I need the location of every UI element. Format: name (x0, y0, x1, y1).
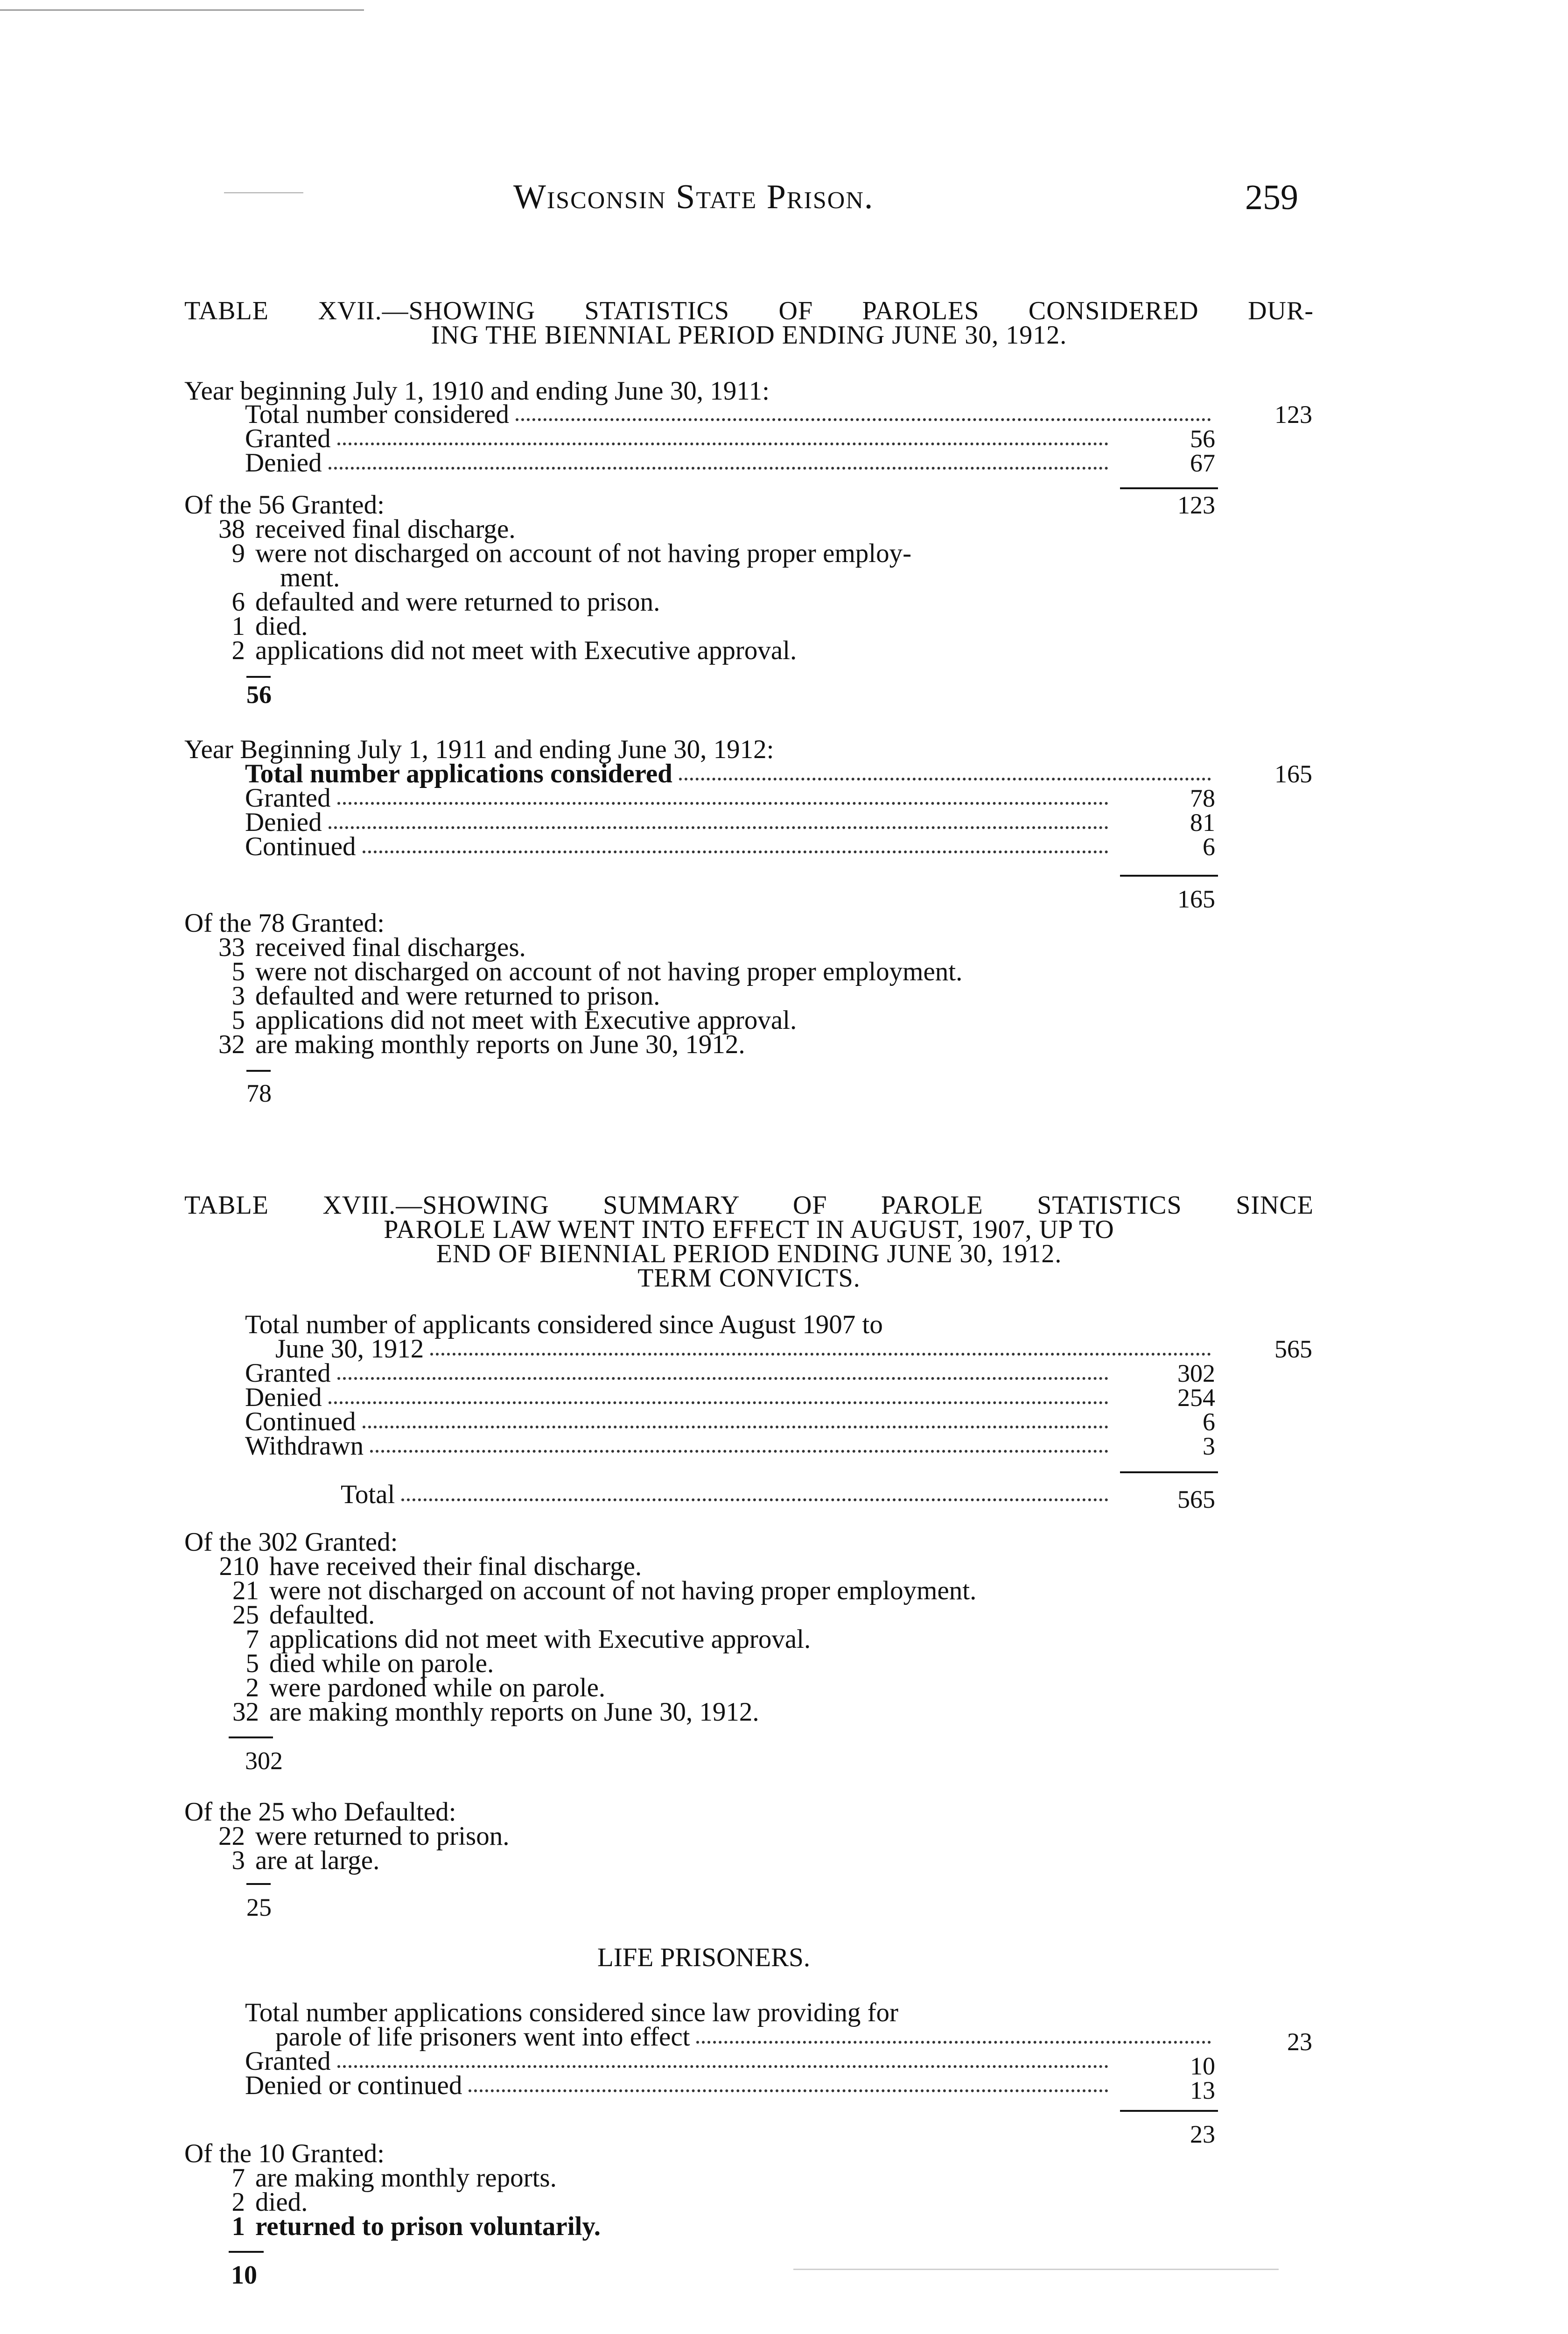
list-item: 25 defaulted. (232, 1600, 375, 1630)
sum-rule (246, 1883, 271, 1885)
scan-artifact-line (793, 2269, 1279, 2270)
dot-leader (363, 851, 1109, 853)
row-label: Denied (245, 808, 322, 837)
list-item: 38 received final discharge. (218, 514, 516, 544)
dot-leader (337, 802, 1108, 805)
sum-rule (1120, 2110, 1218, 2112)
year-2-total-row (245, 759, 1220, 788)
year-1-subtotal: 123 (1177, 491, 1215, 519)
row-label: Continued (245, 1407, 356, 1436)
row-label: Total number applications considered (245, 759, 672, 788)
list-item: 2 applications did not meet with Executive approval. (231, 636, 797, 665)
life-granted-row (245, 2046, 1118, 2076)
dot-leader (370, 1450, 1108, 1453)
list-item: 3 defaulted and were returned to prison. (231, 981, 660, 1011)
life-total-row (275, 2022, 1220, 2052)
table-18-title (184, 1191, 1314, 1293)
year-2-granted-heading: Of the 78 Granted: (184, 908, 385, 938)
year-2-heading: Year Beginning July 1, 1911 and ending June 30, 1912: (184, 735, 774, 764)
dot-leader (337, 443, 1108, 445)
list-item: 7 are making monthly reports. (231, 2163, 557, 2193)
list-item: 9 were not discharged on account of not having proper employ- (231, 539, 912, 568)
row-label: Total (341, 1480, 395, 1509)
term-continued-value: 6 (1203, 1408, 1215, 1436)
dot-leader (469, 2089, 1108, 2092)
life-items-total: 10 (231, 2261, 257, 2290)
list-item: 5 applications did not meet with Executive approval. (231, 1005, 797, 1035)
row-label: Denied or continued (245, 2071, 462, 2100)
dot-leader (401, 1498, 1108, 1501)
page-number: 259 (1245, 178, 1298, 217)
list-item: 210 have received their final discharge. (219, 1552, 642, 1581)
year-1-granted-heading: Of the 56 Granted: (184, 490, 385, 520)
year-2-subtotal: 165 (1177, 885, 1215, 913)
table-18-title-line-1: TABLE XVIII.—SHOWING SUMMARY OF PAROLE STATISTICS SINCE (184, 1191, 1314, 1220)
list-item: 5 were not discharged on account of not having proper employment. (231, 957, 963, 986)
life-prisoners-heading: LIFE PRISONERS. (597, 1943, 811, 1972)
life-denied-value: 13 (1190, 2076, 1215, 2104)
list-item: 3 are at large. (231, 1846, 380, 1875)
year-1-total-value: 123 (1274, 401, 1312, 429)
term-total-value: 565 (1274, 1335, 1312, 1363)
year-1-items-total: 56 (246, 681, 272, 709)
list-item: 22 were returned to prison. (218, 1821, 510, 1851)
table-17-title-line-1: TABLE XVII.—SHOWING STATISTICS OF PAROLES CONSIDERED DUR- (184, 296, 1314, 325)
row-label: Total number considered (245, 400, 509, 429)
term-granted-heading: Of the 302 Granted: (184, 1527, 398, 1557)
life-subtotal: 23 (1190, 2120, 1215, 2148)
term-withdrawn-value: 3 (1203, 1432, 1215, 1460)
list-item: 33 received final discharges. (218, 933, 526, 962)
term-total-line-1: Total number of applicants considered since August 1907 to (245, 1310, 883, 1339)
life-granted-heading: Of the 10 Granted: (184, 2139, 385, 2168)
life-denied-row (245, 2071, 1118, 2100)
life-total-line-1: Total number applications considered since law providing for (245, 1998, 899, 2027)
dot-leader (337, 1377, 1108, 1380)
scan-artifact-line (0, 9, 364, 11)
table-17-title-line-2: ING THE BIENNIAL PERIOD ENDING JUNE 30, 1912. (431, 321, 1067, 350)
list-item: 5 died while on parole. (245, 1649, 494, 1678)
term-total-row (275, 1334, 1220, 1364)
term-continued-row (245, 1407, 1118, 1436)
list-item: 1 returned to prison voluntarily. (231, 2212, 601, 2241)
list-item: 32 are making monthly reports on June 30, 1912. (218, 1030, 745, 1059)
list-item: 2 were pardoned while on parole. (245, 1673, 606, 1702)
dot-leader (696, 2041, 1211, 2044)
list-item: 6 defaulted and were returned to prison. (231, 587, 660, 617)
row-label: Withdrawn (245, 1431, 364, 1461)
year-2-total-value: 165 (1274, 760, 1312, 788)
row-label: Granted (245, 783, 331, 813)
sum-rule (1120, 487, 1218, 489)
table-18-title-line-2: PAROLE LAW WENT INTO EFFECT IN AUGUST, 1907, UP TO (384, 1215, 1114, 1244)
life-total-value: 23 (1287, 2028, 1312, 2056)
dot-leader (430, 1353, 1211, 1356)
sum-rule (246, 1070, 271, 1072)
life-granted-value: 10 (1190, 2052, 1215, 2080)
sum-rule (229, 1736, 273, 1738)
row-label: Granted (245, 424, 331, 453)
sum-rule (246, 676, 271, 678)
table-17-title (184, 296, 1314, 350)
year-1-denied-row (245, 448, 1118, 478)
year-2-granted-value: 78 (1190, 784, 1215, 812)
row-label: June 30, 1912 (275, 1334, 424, 1364)
list-item: 32 are making monthly reports on June 30, 1912. (232, 1697, 759, 1727)
sum-rule (229, 2251, 264, 2253)
year-1-granted-row (245, 424, 1118, 453)
dot-leader (329, 1401, 1108, 1404)
term-granted-value: 302 (1177, 1359, 1215, 1387)
year-2-denied-row (245, 810, 1118, 835)
sum-rule (1120, 1471, 1218, 1473)
year-1-heading: Year beginning July 1, 1910 and ending June 30, 1911: (184, 376, 770, 406)
term-denied-value: 254 (1177, 1384, 1215, 1412)
term-withdrawn-row (245, 1431, 1118, 1461)
row-label: Granted (245, 1358, 331, 1388)
term-denied-row (245, 1385, 1118, 1410)
year-2-continued-value: 6 (1203, 833, 1215, 861)
dot-leader (516, 418, 1211, 421)
list-item-continuation: ment. (280, 563, 340, 592)
year-2-granted-row (245, 783, 1118, 813)
term-total-sum: 565 (1177, 1485, 1215, 1513)
year-2-denied-value: 81 (1190, 808, 1215, 837)
row-label: Denied (245, 1383, 322, 1412)
running-head (0, 177, 1568, 219)
row-label: Granted (245, 2046, 331, 2076)
dot-leader (337, 2065, 1108, 2068)
row-label: Denied (245, 448, 322, 478)
defaulted-heading: Of the 25 who Defaulted: (184, 1797, 456, 1827)
term-granted-total: 302 (245, 1747, 283, 1775)
year-2-continued-row (245, 832, 1118, 861)
dot-leader (363, 1426, 1109, 1428)
table-18-title-line-3: END OF BIENNIAL PERIOD ENDING JUNE 30, 1912. (436, 1239, 1062, 1268)
row-label: parole of life prisoners went into effect (275, 2022, 690, 2052)
row-label: Continued (245, 832, 356, 861)
dot-leader (329, 826, 1108, 829)
defaulted-total: 25 (246, 1893, 272, 1921)
dot-leader (329, 467, 1108, 470)
table-18-subheading: TERM CONVICTS. (637, 1264, 861, 1293)
list-item: 21 were not discharged on account of not having proper employment. (232, 1576, 977, 1605)
year-1-denied-value: 67 (1190, 449, 1215, 477)
list-item: 7 applications did not meet with Executive approval. (245, 1624, 811, 1654)
sum-rule (1120, 875, 1218, 877)
term-total-sum-row (341, 1480, 1118, 1509)
year-1-granted-value: 56 (1190, 425, 1215, 453)
year-2-items-total: 78 (246, 1079, 272, 1107)
term-granted-row (245, 1358, 1118, 1388)
list-item: 2 died. (231, 2187, 308, 2217)
running-head-title: Wisconsin State Prison. (513, 178, 874, 216)
list-item: 1 died. (231, 612, 308, 641)
year-1-total-row (245, 402, 1220, 427)
dot-leader (679, 778, 1211, 780)
